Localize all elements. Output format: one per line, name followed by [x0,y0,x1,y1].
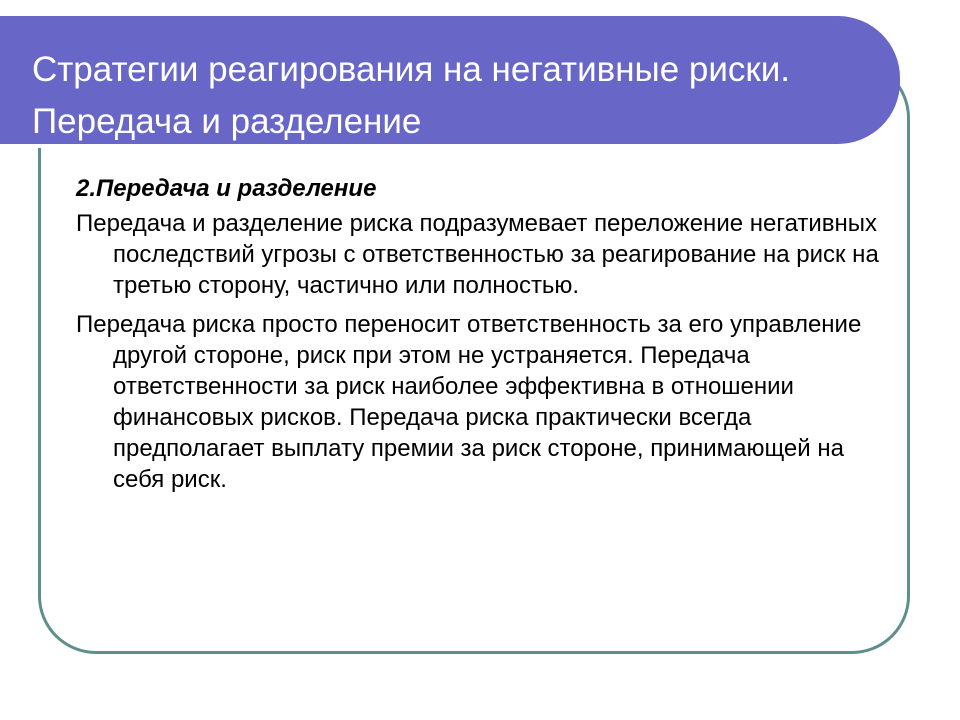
body-paragraph-2: Передача риска просто переносит ответственность за его управление другой стороне, риск при этом не устраняется. Передача ответственности за риск наиболее эффективна в отношении финансовых рисков. Передача риска практически всегда предполагает выплату премии за риск стороне, принимающей на себя риск. [76,311,862,493]
title-underline [0,144,847,148]
slide-body [76,174,896,503]
body-paragraph-1: Передача и разделение риска подразумевает переложение негативных последствий угрозы с ответственностью за реагирование на риск на третью сторону, частично или полностью. [76,210,879,299]
section-subheading: 2.Передача и разделение [76,175,377,202]
title-banner [0,16,900,144]
slide-title: Стратегии реагирования на негативные риски. Передача и разделение [32,50,790,141]
